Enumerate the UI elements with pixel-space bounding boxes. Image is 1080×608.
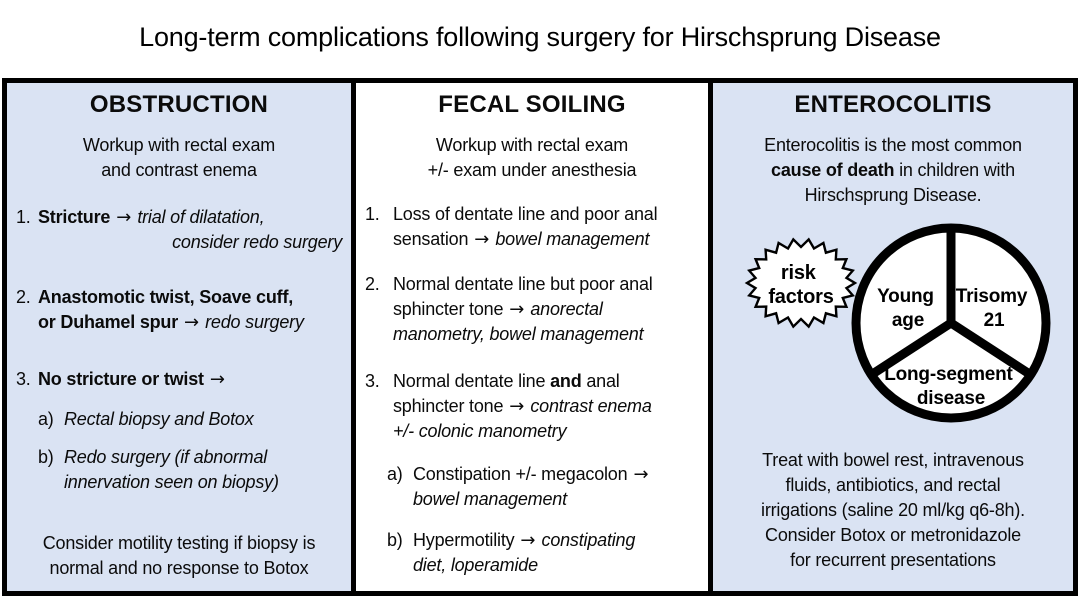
enterocolitis-panel — [713, 83, 1073, 591]
item-line — [393, 394, 699, 419]
finding-text: Stricture — [38, 207, 111, 227]
item-line — [393, 202, 699, 227]
item-text — [413, 462, 699, 512]
obstruction-item-stricture — [16, 205, 342, 255]
treatment-line: Consider Botox or metronidazole — [765, 525, 1021, 545]
segment-text-line: Trisomy — [955, 286, 1028, 307]
fecal-soiling-subitem-a — [387, 462, 699, 512]
item-text — [413, 528, 699, 578]
item-line — [393, 419, 699, 444]
obstruction-panel — [7, 83, 356, 591]
right-arrow-icon: → — [509, 299, 525, 320]
finding-text-bold: and — [550, 371, 582, 391]
finding-text: Anastomotic twist, Soave cuff, — [38, 287, 294, 307]
action-text: consider redo surgery — [172, 232, 342, 252]
badge-text-line: factors — [768, 286, 834, 308]
note-line: normal and no response to Botox — [49, 558, 309, 578]
fecal-soiling-subitem-b — [387, 528, 699, 578]
complications-board — [2, 78, 1078, 596]
action-text: manometry, bowel management — [393, 324, 644, 344]
list-letter: a) — [38, 409, 54, 429]
fecal-soiling-item-3 — [365, 369, 699, 444]
list-number: 2. — [365, 274, 380, 294]
list-letter: a) — [387, 464, 403, 484]
treatment-line: for recurrent presentations — [790, 550, 996, 570]
item-line — [393, 227, 699, 252]
risk-factors-diagram — [722, 222, 1064, 424]
finding-text: sensation — [393, 229, 469, 249]
intro-text: in children with — [899, 160, 1015, 180]
item-text — [393, 202, 699, 252]
item-line — [64, 407, 342, 432]
action-text: bowel management — [495, 229, 650, 249]
finding-text: No stricture or twist — [38, 369, 204, 389]
treatment-line: Treat with bowel rest, intravenous — [762, 450, 1024, 470]
finding-text: Normal dentate line — [393, 371, 546, 391]
item-line — [413, 462, 699, 487]
finding-text: anal — [586, 371, 620, 391]
item-text — [64, 445, 342, 495]
treatment-line: irrigations (saline 20 ml/kg q6-8h). — [761, 500, 1025, 520]
workup-line: Workup with rectal exam — [435, 135, 629, 155]
fecal-soiling-workup — [365, 133, 699, 183]
note-line: Consider motility testing if biopsy is — [42, 533, 316, 553]
finding-text: sphincter tone — [393, 299, 504, 319]
segment-text-line: Long-segment — [884, 364, 1013, 385]
finding-text: Constipation +/- megacolon — [413, 464, 628, 484]
item-line — [393, 322, 699, 347]
risk-factors-circle — [850, 222, 1052, 424]
item-text — [38, 367, 342, 392]
list-number: 3. — [16, 369, 31, 389]
item-line — [38, 285, 342, 310]
item-text — [393, 272, 699, 347]
action-text: +/- colonic manometry — [393, 421, 567, 441]
right-arrow-icon: → — [474, 229, 490, 250]
item-line — [393, 272, 699, 297]
action-text: Rectal biopsy and Botox — [64, 409, 254, 429]
workup-line: and contrast enema — [101, 160, 257, 180]
enterocolitis-treatment — [722, 448, 1064, 573]
intro-line — [722, 183, 1064, 208]
right-arrow-icon: → — [209, 369, 225, 390]
workup-line: +/- exam under anesthesia — [427, 160, 637, 180]
finding-text: Normal dentate line but poor anal — [393, 274, 653, 294]
obstruction-footer-note — [16, 531, 342, 581]
list-number: 2. — [16, 287, 31, 307]
action-text: contrast enema — [530, 396, 652, 416]
finding-text: Loss of dentate line and poor anal — [393, 204, 658, 224]
fecal-soiling-item-2 — [365, 272, 699, 347]
list-letter: b) — [38, 447, 54, 467]
item-text — [38, 205, 342, 255]
intro-text-bold: cause of death — [771, 160, 895, 180]
right-arrow-icon: → — [520, 530, 536, 551]
enterocolitis-header: ENTEROCOLITIS — [794, 91, 992, 118]
fecal-soiling-header: FECAL SOILING — [438, 91, 626, 118]
item-line — [38, 310, 342, 335]
right-arrow-icon: → — [509, 396, 525, 417]
right-arrow-icon: → — [184, 312, 200, 333]
fecal-soiling-panel — [356, 83, 713, 591]
intro-text: Enterocolitis is the most common — [764, 135, 1022, 155]
item-line — [413, 553, 699, 578]
item-line — [393, 369, 699, 394]
item-line — [64, 445, 342, 470]
action-text: innervation seen on biopsy) — [64, 472, 279, 492]
intro-line — [722, 133, 1064, 158]
intro-text: Hirschsprung Disease. — [804, 185, 982, 205]
obstruction-item-twist — [16, 285, 342, 335]
segment-text-line: disease — [916, 388, 986, 409]
obstruction-subitem-a — [38, 407, 342, 432]
enterocolitis-intro — [722, 133, 1064, 208]
item-text — [64, 407, 342, 432]
item-line — [413, 528, 699, 553]
risk-factors-badge — [744, 236, 858, 330]
finding-text: Hypermotility — [413, 530, 515, 550]
obstruction-subitem-b — [38, 445, 342, 495]
workup-line: Workup with rectal exam — [82, 135, 276, 155]
segment-text-line: 21 — [983, 310, 1005, 331]
obstruction-item-no-stricture — [16, 367, 342, 392]
item-line — [393, 297, 699, 322]
action-text: Redo surgery (if abnormal — [64, 447, 268, 467]
list-number: 3. — [365, 371, 380, 391]
item-line — [413, 487, 699, 512]
item-line — [38, 230, 342, 255]
badge-text-line: risk — [780, 262, 816, 284]
item-line — [38, 205, 342, 230]
obstruction-workup — [16, 133, 342, 183]
action-text: diet, loperamide — [413, 555, 538, 575]
action-text: redo surgery — [205, 312, 304, 332]
treatment-line: fluids, antibiotics, and rectal — [785, 475, 1001, 495]
list-letter: b) — [387, 530, 403, 550]
item-line — [38, 367, 342, 392]
right-arrow-icon: → — [633, 464, 649, 485]
intro-line — [722, 158, 1064, 183]
page-title: Long-term complications following surgery for Hirschsprung Disease — [139, 22, 941, 52]
segment-text-line: Young — [877, 286, 934, 307]
obstruction-header: OBSTRUCTION — [89, 91, 269, 118]
action-text: constipating — [541, 530, 636, 550]
item-line — [64, 470, 342, 495]
action-text: bowel management — [413, 489, 567, 509]
fecal-soiling-item-1 — [365, 202, 699, 252]
finding-text: or Duhamel spur — [38, 312, 179, 332]
list-number: 1. — [365, 204, 380, 224]
segment-text-line: age — [891, 310, 925, 331]
action-text: anorectal — [530, 299, 603, 319]
finding-text: sphincter tone — [393, 396, 504, 416]
item-text — [38, 285, 342, 335]
right-arrow-icon: → — [116, 207, 132, 228]
item-text — [393, 369, 699, 444]
list-number: 1. — [16, 207, 31, 227]
action-text: trial of dilatation, — [137, 207, 265, 227]
